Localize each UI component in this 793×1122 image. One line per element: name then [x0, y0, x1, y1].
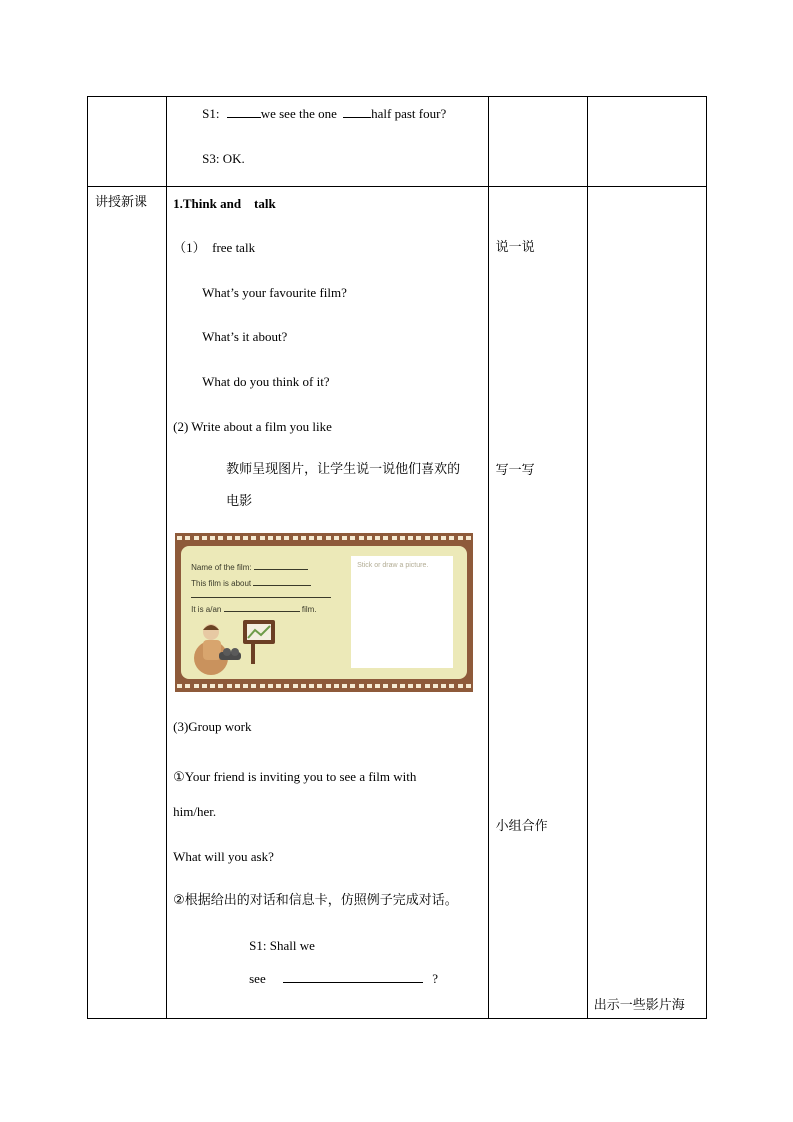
task-text: ①Your friend is inviting you to see a film with: [173, 769, 417, 784]
teacher-note: 电影: [226, 494, 253, 509]
answer-blank: [343, 107, 371, 118]
dialogue-line-s3: S3: OK.: [202, 151, 245, 166]
card-name-line: Name of the film:: [191, 562, 308, 572]
lesson-plan-table: [87, 96, 707, 1019]
card-blank-line: [191, 590, 331, 600]
teacher-note: 教师呈现图片，让学生说一说他们喜欢的: [226, 462, 461, 477]
activity-cell: [488, 97, 587, 187]
stage-cell: [88, 187, 167, 1019]
task-text: him/her.: [173, 804, 217, 819]
question-text: What do you think of it?: [202, 374, 330, 389]
dialogue-line-s1: [202, 107, 446, 120]
dialogue-line-see: see ?: [249, 971, 439, 986]
person-watching-tv-illustration: [193, 618, 277, 678]
item-label: (3)Group work: [173, 719, 252, 734]
table-row: [88, 97, 707, 187]
activity-label: 小组合作: [495, 819, 548, 834]
item-label: (2) Write about a film you like: [173, 419, 332, 434]
section-title: 1.Think and talk: [173, 196, 276, 211]
task-instruction: ②根据给出的对话和信息卡，仿照例子完成对话。: [173, 893, 458, 908]
question-text: What’s it about?: [202, 329, 288, 344]
activity-label: 说一说: [495, 240, 535, 255]
card-itis-line: It is a/an film.: [191, 605, 317, 614]
film-card-image: [175, 533, 473, 692]
film-perforations: [177, 683, 471, 690]
film-card-body: [181, 546, 467, 679]
speaker-label: S1:: [202, 106, 220, 121]
content-cell: [167, 97, 489, 187]
task-question: What will you ask?: [173, 849, 274, 864]
question-text: What’s your favourite film?: [202, 285, 347, 300]
note-cell: [587, 187, 706, 1019]
picture-placeholder-label: Stick or draw a picture.: [357, 562, 429, 569]
item-label: （1） free talk: [173, 240, 256, 255]
film-perforations: [177, 535, 471, 542]
dialogue-text: we see the one: [260, 106, 337, 121]
stage-cell: [88, 97, 167, 187]
design-note: 出示一些影片海: [593, 998, 685, 1013]
answer-blank: [283, 972, 423, 983]
stage-label: 讲授新课: [95, 195, 148, 210]
note-cell: [587, 97, 706, 187]
dialogue-line-s1: S1: Shall we: [249, 938, 315, 953]
activity-cell: [488, 187, 587, 1019]
card-about-line: This film is about: [191, 578, 311, 588]
picture-placeholder-box: [351, 556, 453, 668]
dialogue-text: half past four?: [371, 106, 447, 121]
activity-label: 写一写: [495, 463, 535, 478]
answer-blank: [227, 107, 261, 118]
content-cell: [167, 187, 489, 1019]
table-row: [88, 187, 707, 1019]
